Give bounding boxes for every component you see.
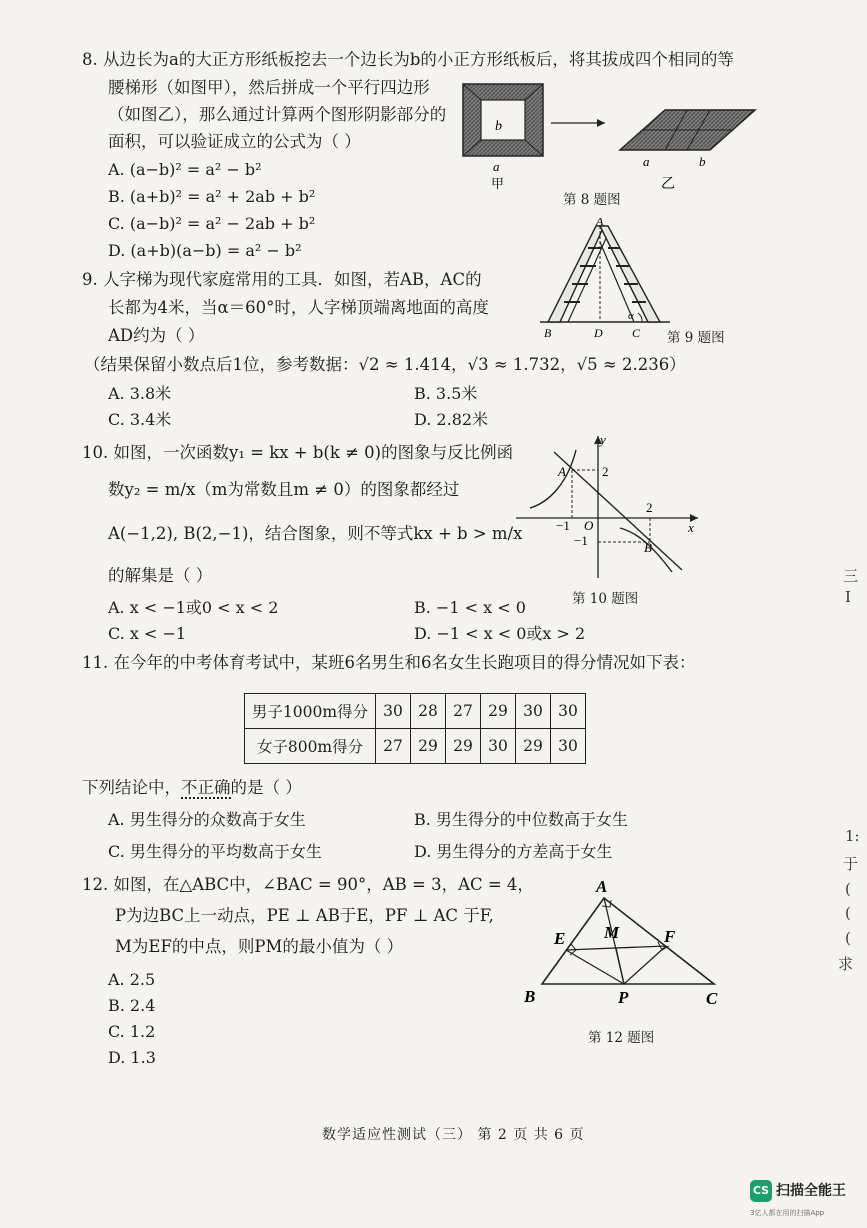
q8-option-a: A. (a−b)² = a² − b² bbox=[108, 160, 262, 179]
q12-option-a: A. 2.5 bbox=[108, 970, 156, 989]
q12-label-a: A bbox=[596, 877, 608, 896]
q8-option-b: B. (a+b)² = a² + 2ab + b² bbox=[108, 187, 316, 206]
table-cell: 27 bbox=[376, 729, 411, 764]
q10-tick-neg1y: −1 bbox=[574, 533, 588, 548]
q8-line3: （如图乙），那么通过计算两个图形阴影部分的 bbox=[108, 105, 447, 124]
q12-line2: P为边BC上一动点，PE ⊥ AB于E，PF ⊥ AC 于F, bbox=[115, 906, 494, 925]
q8-option-d: D. (a+b)(a−b) = a² − b² bbox=[108, 241, 302, 260]
q10-axis-y: y bbox=[600, 432, 606, 447]
q12-label-p: P bbox=[618, 988, 629, 1007]
table-row-label: 男子1000m得分 bbox=[245, 694, 376, 729]
edge-mark: I bbox=[845, 588, 851, 606]
q8-label-a2: a bbox=[643, 154, 650, 169]
table-cell: 29 bbox=[481, 694, 516, 729]
q10-figure bbox=[510, 432, 705, 580]
q10-label-o: O bbox=[584, 518, 594, 533]
q10-line1: 10. 如图，一次函数y₁ = kx + b(k ≠ 0)的图象与反比例函 bbox=[82, 443, 514, 462]
q9-figure bbox=[538, 218, 678, 342]
q8-label-b2: b bbox=[699, 154, 706, 169]
q10-tick-2x: 2 bbox=[646, 500, 653, 515]
q8-line4: 面积，可以验证成立的公式为（ ） bbox=[108, 132, 361, 151]
edge-mark: ( bbox=[845, 880, 851, 898]
q8-option-c: C. (a−b)² = a² − 2ab + b² bbox=[108, 214, 316, 233]
q9-option-c: C. 3.4米 bbox=[108, 410, 172, 429]
q12-caption: 第 12 题图 bbox=[588, 1030, 655, 1046]
table-row bbox=[245, 729, 586, 764]
q9-label-a: A bbox=[596, 218, 604, 228]
q10-option-b: B. −1 < x < 0 bbox=[414, 598, 526, 617]
table-row-label: 女子800m得分 bbox=[245, 729, 376, 764]
q8-line1: 8. 从边长为a的大正方形纸板挖去一个边长为b的小正方形纸板后，将其拔成四个相同的等 bbox=[82, 50, 734, 69]
q12-label-m: M bbox=[604, 923, 620, 942]
q12-option-b: B. 2.4 bbox=[108, 996, 156, 1015]
table-cell: 27 bbox=[446, 694, 481, 729]
table-cell: 30 bbox=[551, 729, 586, 764]
q10-line4: 的解集是（ ） bbox=[108, 566, 213, 585]
edge-mark: ( bbox=[845, 904, 851, 922]
table-cell: 30 bbox=[481, 729, 516, 764]
q8-caption: 第 8 题图 bbox=[563, 192, 621, 208]
edge-mark: 于 bbox=[843, 855, 859, 873]
q9-label-b: B bbox=[544, 326, 552, 340]
q9-option-d: D. 2.82米 bbox=[414, 410, 489, 429]
q10-tick-neg1x: −1 bbox=[556, 518, 570, 533]
q10-line2: 数y₂ = m/x（m为常数且m ≠ 0）的图象都经过 bbox=[108, 480, 460, 499]
q9-line3: AD约为（ ） bbox=[108, 326, 205, 345]
q9-caption: 第 9 题图 bbox=[667, 330, 725, 346]
q9-label-d: D bbox=[594, 326, 603, 340]
page-footer: 数学适应性测试（三） 第 2 页 共 6 页 bbox=[322, 1127, 585, 1143]
table-row bbox=[245, 694, 586, 729]
table-cell: 29 bbox=[516, 729, 551, 764]
q10-axis-x: x bbox=[688, 520, 694, 535]
q12-label-c: C bbox=[706, 989, 718, 1008]
scanner-watermark bbox=[750, 1180, 867, 1228]
q8-label-a: a bbox=[493, 159, 500, 174]
q9-line4: （结果保留小数点后1位，参考数据：√2 ≈ 1.414，√3 ≈ 1.732，√5 ≈ 2.236） bbox=[84, 355, 686, 374]
q12-line3: M为EF的中点，则PM的最小值为（ ） bbox=[115, 937, 404, 956]
q10-option-a: A. x < −1或0 < x < 2 bbox=[108, 598, 279, 617]
q8-label-yi: 乙 bbox=[661, 177, 675, 190]
q12-figure bbox=[518, 876, 730, 1016]
q11-option-b: B. 男生得分的中位数高于女生 bbox=[414, 810, 628, 829]
table-cell: 29 bbox=[446, 729, 481, 764]
table-cell: 30 bbox=[516, 694, 551, 729]
q9-option-b: B. 3.5米 bbox=[414, 384, 478, 403]
edge-mark: ( bbox=[845, 929, 851, 947]
watermark-subtitle: 3亿人都在用的扫描App bbox=[750, 1209, 825, 1217]
edge-mark: 求 bbox=[838, 955, 854, 973]
q10-option-d: D. −1 < x < 0或x > 2 bbox=[414, 624, 586, 643]
camscanner-logo-icon: CS bbox=[750, 1180, 772, 1202]
q11-option-c: C. 男生得分的平均数高于女生 bbox=[108, 842, 322, 861]
q10-tick-2y: 2 bbox=[602, 464, 609, 479]
q10-option-c: C. x < −1 bbox=[108, 624, 187, 643]
q10-caption: 第 10 题图 bbox=[572, 591, 639, 607]
q12-label-b: B bbox=[524, 987, 536, 1006]
q9-option-a: A. 3.8米 bbox=[108, 384, 172, 403]
q8-figure bbox=[455, 80, 775, 190]
table-cell: 28 bbox=[411, 694, 446, 729]
q12-label-f: F bbox=[664, 927, 676, 946]
edge-mark: 三 bbox=[843, 567, 859, 585]
table-cell: 30 bbox=[551, 694, 586, 729]
q9-label-c: C bbox=[632, 326, 641, 340]
q11-line1: 11. 在今年的中考体育考试中，某班6名男生和6名女生长跑项目的得分情况如下表： bbox=[82, 653, 696, 672]
q9-line2: 长都为4米，当α＝60°时，人字梯顶端离地面的高度 bbox=[108, 298, 489, 317]
q10-line3: A(−1,2), B(2,−1)，结合图象，则不等式kx + b > m/x bbox=[108, 524, 523, 543]
q9-line1: 9. 人字梯为现代家庭常用的工具．如图，若AB，AC的 bbox=[82, 270, 482, 289]
q11-option-d: D. 男生得分的方差高于女生 bbox=[414, 842, 613, 861]
q10-label-a: A bbox=[558, 464, 566, 479]
q12-option-c: C. 1.2 bbox=[108, 1022, 156, 1041]
table-cell: 29 bbox=[411, 729, 446, 764]
edge-mark: 1: bbox=[845, 827, 860, 845]
q8-line2: 腰梯形（如图甲），然后拼成一个平行四边形 bbox=[108, 78, 430, 97]
q11-line2: 下列结论中，不正确的是（ ） bbox=[82, 778, 302, 797]
q11-score-table bbox=[244, 693, 586, 764]
watermark-title: 扫描全能王 bbox=[776, 1183, 846, 1199]
q9-label-alpha: α bbox=[628, 310, 634, 322]
table-cell: 30 bbox=[376, 694, 411, 729]
q12-label-e: E bbox=[554, 929, 566, 948]
q11-option-a: A. 男生得分的众数高于女生 bbox=[108, 810, 306, 829]
q10-label-b: B bbox=[644, 540, 652, 555]
q8-label-b: b bbox=[495, 119, 502, 134]
q12-option-d: D. 1.3 bbox=[108, 1048, 156, 1067]
q8-label-jia: 甲 bbox=[491, 176, 505, 190]
q12-line1: 12. 如图，在△ABC中，∠BAC = 90°，AB = 3，AC = 4， bbox=[82, 875, 534, 894]
